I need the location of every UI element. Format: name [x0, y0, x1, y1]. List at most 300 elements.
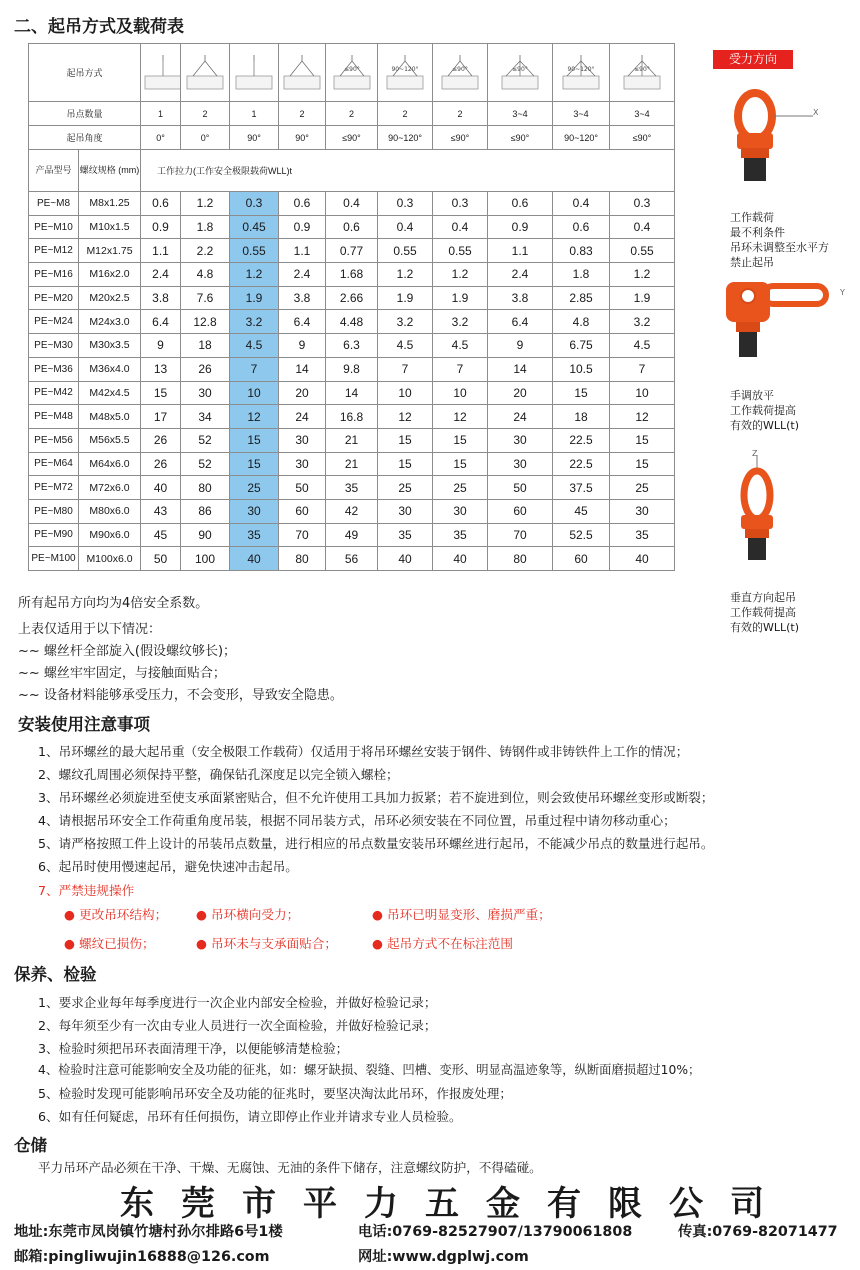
wll-cell: 0.9	[488, 215, 553, 239]
wll-cell: 3.8	[279, 286, 326, 310]
spec-cell: M56x5.5	[79, 428, 141, 452]
applies-item: ~~ 设备材料能够承受压力，不会变形，导致安全隐患。	[18, 688, 343, 703]
model-cell: PE~M100	[29, 547, 79, 571]
table-row	[29, 476, 675, 500]
wll-cell: 14	[279, 357, 326, 381]
wll-cell: 35	[230, 523, 279, 547]
diagram-angle-mark: 90~120°	[567, 65, 595, 73]
wll-cell: 1.9	[378, 286, 433, 310]
wll-cell: 15	[141, 381, 181, 405]
wll-cell: 30	[488, 428, 553, 452]
points-value: 2	[378, 102, 433, 126]
table-row	[29, 310, 675, 334]
angle-value: 90~120°	[378, 126, 433, 150]
address: 地址:东莞市凤岗镇竹塘村孙尔排路6号1楼	[14, 1224, 283, 1240]
wll-cell: 70	[279, 523, 326, 547]
model-cell: PE~M24	[29, 310, 79, 334]
spec-cell: M48x5.0	[79, 405, 141, 429]
wll-cell: 52.5	[553, 523, 610, 547]
wll-cell: 3.2	[610, 310, 675, 334]
wll-cell: 9	[488, 334, 553, 358]
wll-cell: 0.45	[230, 215, 279, 239]
points-value: 3~4	[610, 102, 675, 126]
points-value: 1	[141, 102, 181, 126]
prohibited-item: ● 螺纹已损伤；	[64, 936, 155, 951]
wll-cell: 7	[230, 357, 279, 381]
wll-cell: 30	[488, 452, 553, 476]
wll-cell: 25	[610, 476, 675, 500]
wll-cell: 2.66	[326, 286, 378, 310]
wll-cell: 15	[433, 428, 488, 452]
wll-cell: 30	[230, 499, 279, 523]
points-value: 3~4	[488, 102, 553, 126]
install-title: 安装使用注意事项	[18, 715, 150, 734]
wll-cell: 25	[433, 476, 488, 500]
angle-value: ≤90°	[488, 126, 553, 150]
wll-cell: 3.8	[141, 286, 181, 310]
wll-cell: 6.4	[279, 310, 326, 334]
spec-cell: M90x6.0	[79, 523, 141, 547]
wll-cell: 30	[433, 499, 488, 523]
wll-cell: 15	[378, 428, 433, 452]
spec-cell: M72x6.0	[79, 476, 141, 500]
wll-cell: 60	[488, 499, 553, 523]
fax: 传真:0769-82071477	[678, 1224, 838, 1240]
wll-cell: 0.3	[433, 192, 488, 216]
lift-diagram	[181, 44, 230, 102]
wll-cell: 26	[141, 452, 181, 476]
wll-cell: 15	[610, 452, 675, 476]
prohibited-item: ● 起吊方式不在标注范围	[372, 936, 513, 951]
section-title: 二、起吊方式及载荷表	[14, 17, 184, 37]
wll-cell: 2.4	[279, 263, 326, 287]
spec-cell: M80x6.0	[79, 499, 141, 523]
wll-cell: 0.77	[326, 239, 378, 263]
model-cell: PE~M48	[29, 405, 79, 429]
wll-cell: 12	[610, 405, 675, 429]
points-value: 2	[279, 102, 326, 126]
wll-cell: 0.3	[378, 192, 433, 216]
wll-cell: 2.4	[488, 263, 553, 287]
model-cell: PE~M12	[29, 239, 79, 263]
wll-cell: 24	[279, 405, 326, 429]
wll-cell: 25	[378, 476, 433, 500]
table-row	[29, 239, 675, 263]
wll-cell: 21	[326, 452, 378, 476]
angle-value: ≤90°	[433, 126, 488, 150]
swivel-ring-y-icon	[720, 278, 840, 370]
force-direction-badge: 受力方向	[713, 50, 793, 69]
lift-diagram-icon	[383, 52, 427, 94]
lift-diagram-icon	[330, 52, 374, 94]
wll-cell: 60	[553, 547, 610, 571]
wll-cell: 50	[488, 476, 553, 500]
wll-cell: 0.6	[326, 215, 378, 239]
wll-cell: 1.2	[181, 192, 230, 216]
prohibited-title: 7、严禁违规操作	[38, 883, 135, 898]
diagram-angle-mark: ≤90°	[512, 65, 528, 73]
wll-cell: 0.55	[230, 239, 279, 263]
angle-value: 0°	[141, 126, 181, 150]
wll-cell: 10	[230, 381, 279, 405]
wll-cell: 0.6	[553, 215, 610, 239]
wll-cell: 14	[488, 357, 553, 381]
wll-cell: 7	[433, 357, 488, 381]
wll-cell: 9	[141, 334, 181, 358]
wll-cell: 22.5	[553, 452, 610, 476]
wll-cell: 12	[230, 405, 279, 429]
wll-cell: 2.4	[141, 263, 181, 287]
wll-cell: 1.2	[610, 263, 675, 287]
table-row	[29, 381, 675, 405]
swivel-ring-z-icon	[727, 455, 787, 565]
wll-cell: 12	[378, 405, 433, 429]
points-value: 2	[433, 102, 488, 126]
wll-cell: 20	[279, 381, 326, 405]
wll-cell: 6.4	[141, 310, 181, 334]
wll-cell: 0.55	[378, 239, 433, 263]
wll-cell: 40	[378, 547, 433, 571]
spec-cell: M64x6.0	[79, 452, 141, 476]
spec-cell: M24x3.0	[79, 310, 141, 334]
spec-cell: M36x4.0	[79, 357, 141, 381]
table-row	[29, 499, 675, 523]
spec-cell: M42x4.5	[79, 381, 141, 405]
wll-cell: 7	[610, 357, 675, 381]
applies-item: ~~ 螺丝牢牢固定，与接触面贴合；	[18, 666, 226, 681]
wll-cell: 0.6	[488, 192, 553, 216]
angle-value: 90~120°	[553, 126, 610, 150]
spec-cell: M8x1.25	[79, 192, 141, 216]
wll-cell: 100	[181, 547, 230, 571]
load-table	[28, 43, 675, 571]
wll-cell: 50	[279, 476, 326, 500]
wll-cell: 35	[378, 523, 433, 547]
wll-cell: 1.9	[610, 286, 675, 310]
caption-1: 工作载荷 最不利条件 吊环未调整至水平方 禁止起吊	[730, 211, 829, 269]
table-row	[29, 547, 675, 571]
wll-cell: 60	[279, 499, 326, 523]
wll-cell: 70	[488, 523, 553, 547]
model-cell: PE~M16	[29, 263, 79, 287]
wll-cell: 7	[378, 357, 433, 381]
lift-diagram	[378, 44, 433, 102]
install-item: 2、螺纹孔周围必须保持平整，确保钻孔深度足以完全锁入螺栓；	[38, 767, 399, 782]
wll-cell: 0.4	[610, 215, 675, 239]
prohibited-item: ● 吊环已明显变形、磨损严重；	[372, 907, 551, 922]
wll-cell: 15	[378, 452, 433, 476]
wll-cell: 1.1	[488, 239, 553, 263]
maintenance-item: 6、如有任何疑虑，吊环有任何损伤，请立即停止作业并请求专业人员检验。	[38, 1109, 462, 1124]
wll-cell: 0.6	[279, 192, 326, 216]
wll-cell: 9.8	[326, 357, 378, 381]
diagram-angle-mark: ≤90°	[452, 65, 468, 73]
angle-label: 起吊角度	[29, 126, 141, 150]
maintenance-item: 5、检验时发现可能影响吊环安全及功能的征兆时，要坚决淘汰此吊环，作报废处理；	[38, 1086, 512, 1101]
lift-diagram-icon	[438, 52, 482, 94]
table-row	[29, 428, 675, 452]
wll-cell: 1.68	[326, 263, 378, 287]
wll-cell: 42	[326, 499, 378, 523]
wll-cell: 49	[326, 523, 378, 547]
prohibited-item: ● 吊环横向受力；	[196, 907, 300, 922]
applies-intro: 上表仅适用于以下情况：	[18, 622, 162, 637]
wll-cell: 6.75	[553, 334, 610, 358]
applies-item: ~~ 螺丝杆全部旋入(假设螺纹够长)；	[18, 644, 237, 659]
table-row	[29, 286, 675, 310]
wll-cell: 10	[610, 381, 675, 405]
maintenance-title: 保养、检验	[14, 965, 97, 984]
lift-diagram	[488, 44, 553, 102]
wll-cell: 35	[433, 523, 488, 547]
wll-cell: 4.5	[433, 334, 488, 358]
maintenance-item: 1、要求企业每年每季度进行一次企业内部安全检验，并做好检验记录；	[38, 995, 437, 1010]
wll-cell: 4.5	[610, 334, 675, 358]
wll-header: 工作拉力(工作安全极限载荷WLL)t	[141, 150, 675, 192]
maintenance-item: 2、每年须至少有一次由专业人员进行一次全面检验，并做好检验记录；	[38, 1018, 437, 1033]
lift-diagram-icon	[141, 52, 181, 94]
wll-cell: 0.55	[433, 239, 488, 263]
wll-cell: 35	[610, 523, 675, 547]
wll-cell: 3.2	[378, 310, 433, 334]
wll-cell: 4.48	[326, 310, 378, 334]
wll-cell: 26	[181, 357, 230, 381]
wll-cell: 20	[488, 381, 553, 405]
wll-cell: 80	[488, 547, 553, 571]
wll-cell: 13	[141, 357, 181, 381]
wll-cell: 2.2	[181, 239, 230, 263]
wll-cell: 18	[181, 334, 230, 358]
points-value: 2	[326, 102, 378, 126]
wll-cell: 40	[433, 547, 488, 571]
wll-cell: 30	[181, 381, 230, 405]
wll-cell: 12.8	[181, 310, 230, 334]
storage-title: 仓储	[14, 1136, 47, 1155]
wll-cell: 0.4	[378, 215, 433, 239]
lift-diagram-icon	[620, 52, 664, 94]
table-row	[29, 215, 675, 239]
table-row	[29, 357, 675, 381]
model-header: 产品型号	[29, 150, 79, 192]
wll-cell: 15	[230, 428, 279, 452]
wll-cell: 35	[326, 476, 378, 500]
wll-cell: 4.8	[553, 310, 610, 334]
spec-cell: M100x6.0	[79, 547, 141, 571]
axis-x-label: X	[813, 108, 819, 117]
caption-3: 垂直方向起吊 工作载荷提高 有效的WLL(t)	[730, 591, 800, 634]
diagram-angle-mark: ≤90°	[343, 65, 360, 73]
wll-cell: 1.9	[230, 286, 279, 310]
wll-cell: 3.2	[230, 310, 279, 334]
wll-cell: 6.3	[326, 334, 378, 358]
wll-cell: 15	[230, 452, 279, 476]
spec-cell: M10x1.5	[79, 215, 141, 239]
wll-cell: 30	[279, 428, 326, 452]
table-row	[29, 452, 675, 476]
model-cell: PE~M20	[29, 286, 79, 310]
table-row	[29, 263, 675, 287]
angle-value: 0°	[181, 126, 230, 150]
wll-cell: 17	[141, 405, 181, 429]
lift-diagram-icon	[280, 52, 324, 94]
wll-cell: 10	[433, 381, 488, 405]
table-row	[29, 523, 675, 547]
phone: 电话:0769-82527907/13790061808	[358, 1224, 633, 1240]
wll-cell: 1.8	[181, 215, 230, 239]
wll-cell: 15	[553, 381, 610, 405]
wll-cell: 90	[181, 523, 230, 547]
wll-cell: 15	[610, 428, 675, 452]
wll-cell: 22.5	[553, 428, 610, 452]
lift-diagram	[610, 44, 675, 102]
install-item: 5、请严格按照工件上设计的吊装吊点数量，进行相应的吊点数量安装吊环螺丝进行起吊，不能减少吊点的数量进行起吊。	[38, 836, 714, 851]
points-value: 3~4	[553, 102, 610, 126]
wll-cell: 0.9	[141, 215, 181, 239]
wll-cell: 4.5	[230, 334, 279, 358]
points-value: 2	[181, 102, 230, 126]
email: 邮箱:pingliwujin16888@126.com	[14, 1249, 270, 1265]
company-name: 东莞市平力五金有限公司	[120, 1184, 791, 1224]
wll-cell: 26	[141, 428, 181, 452]
wll-cell: 1.1	[279, 239, 326, 263]
install-item: 4、请根据吊环安全工作荷重角度吊装，根据不同吊装方式，吊环必须安装在不同位置，吊重过程中请勿移动重心；	[38, 813, 676, 828]
model-cell: PE~M30	[29, 334, 79, 358]
axis-y-label: Y	[840, 288, 845, 297]
angle-value: 90°	[279, 126, 326, 150]
install-item: 1、吊环螺丝的最大起吊重（安全极限工作载荷）仅适用于将吊环螺丝安装于钢件、铸钢件或非铸铁件上工作的情况；	[38, 744, 689, 759]
wll-cell: 18	[553, 405, 610, 429]
table-row	[29, 192, 675, 216]
wll-cell: 0.9	[279, 215, 326, 239]
wll-cell: 0.83	[553, 239, 610, 263]
table-row	[29, 334, 675, 358]
table-row	[29, 405, 675, 429]
wll-cell: 9	[279, 334, 326, 358]
wll-cell: 16.8	[326, 405, 378, 429]
wll-cell: 4.8	[181, 263, 230, 287]
wll-cell: 1.8	[553, 263, 610, 287]
wll-cell: 1.9	[433, 286, 488, 310]
wll-cell: 15	[433, 452, 488, 476]
model-cell: PE~M42	[29, 381, 79, 405]
wll-cell: 0.4	[553, 192, 610, 216]
prohibited-item: ● 更改吊环结构；	[64, 907, 168, 922]
maintenance-item: 4、检验时注意可能影响安全及功能的征兆，如：螺牙缺损、裂缝、凹槽、变形、明显高温迹象等，纵断面磨损超过10%；	[38, 1063, 701, 1077]
safety-factor-note: 所有起吊方向均为4倍安全系数。	[18, 596, 209, 611]
wll-cell: 52	[181, 428, 230, 452]
prohibited-item: ● 吊环未与支承面贴合；	[196, 936, 337, 951]
angle-value: 90°	[230, 126, 279, 150]
wll-cell: 52	[181, 452, 230, 476]
wll-cell: 4.5	[378, 334, 433, 358]
wll-cell: 40	[141, 476, 181, 500]
wll-cell: 80	[279, 547, 326, 571]
lift-method-label: 起吊方式	[29, 44, 141, 102]
diagram-angle-mark: ≤90°	[634, 65, 650, 73]
wll-cell: 56	[326, 547, 378, 571]
points-label: 吊点数量	[29, 102, 141, 126]
diagram-angle-mark: 90~120°	[391, 65, 419, 73]
wll-cell: 80	[181, 476, 230, 500]
website: 网址:www.dgplwj.com	[358, 1249, 529, 1265]
wll-cell: 50	[141, 547, 181, 571]
wll-cell: 14	[326, 381, 378, 405]
lift-diagram	[141, 44, 181, 102]
wll-cell: 30	[610, 499, 675, 523]
swivel-ring-x-icon	[725, 88, 825, 188]
lift-diagram-icon	[232, 52, 276, 94]
wll-cell: 1.1	[141, 239, 181, 263]
wll-cell: 12	[433, 405, 488, 429]
maintenance-item: 3、检验时须把吊环表面清理干净，以便能够清楚检验；	[38, 1041, 349, 1056]
spec-cell: M12x1.75	[79, 239, 141, 263]
lift-diagram	[230, 44, 279, 102]
wll-cell: 37.5	[553, 476, 610, 500]
angle-value: ≤90°	[326, 126, 378, 150]
axis-z-label: Z	[752, 449, 758, 458]
lift-diagram	[433, 44, 488, 102]
model-cell: PE~M90	[29, 523, 79, 547]
lift-diagram-icon	[498, 52, 542, 94]
angle-value: ≤90°	[610, 126, 675, 150]
wll-cell: 30	[279, 452, 326, 476]
wll-cell: 34	[181, 405, 230, 429]
lift-diagram	[279, 44, 326, 102]
wll-cell: 1.2	[230, 263, 279, 287]
wll-cell: 40	[610, 547, 675, 571]
wll-cell: 6.4	[488, 310, 553, 334]
wll-cell: 0.55	[610, 239, 675, 263]
model-cell: PE~M8	[29, 192, 79, 216]
wll-cell: 86	[181, 499, 230, 523]
spec-header: 螺纹规格 (mm)	[79, 150, 141, 192]
model-cell: PE~M80	[29, 499, 79, 523]
wll-cell: 45	[553, 499, 610, 523]
wll-cell: 7.6	[181, 286, 230, 310]
lift-diagram-icon	[559, 52, 603, 94]
lift-diagram	[553, 44, 610, 102]
wll-cell: 30	[378, 499, 433, 523]
model-cell: PE~M36	[29, 357, 79, 381]
model-cell: PE~M64	[29, 452, 79, 476]
wll-cell: 24	[488, 405, 553, 429]
install-item: 6、起吊时使用慢速起吊，避免快速冲击起吊。	[38, 859, 298, 874]
wll-cell: 43	[141, 499, 181, 523]
wll-cell: 2.85	[553, 286, 610, 310]
points-value: 1	[230, 102, 279, 126]
wll-cell: 1.2	[378, 263, 433, 287]
wll-cell: 0.4	[433, 215, 488, 239]
spec-cell: M16x2.0	[79, 263, 141, 287]
wll-cell: 40	[230, 547, 279, 571]
caption-2: 手调放平 工作载荷提高 有效的WLL(t)	[730, 389, 800, 432]
wll-cell: 3.2	[433, 310, 488, 334]
wll-cell: 0.6	[141, 192, 181, 216]
install-item: 3、吊环螺丝必须旋进至使支承面紧密贴合，但不允许使用工具加力扳紧；若不旋进到位，则会致使吊环螺丝变形或断裂；	[38, 790, 714, 805]
wll-cell: 10	[378, 381, 433, 405]
wll-cell: 0.3	[230, 192, 279, 216]
lift-diagram	[326, 44, 378, 102]
wll-cell: 10.5	[553, 357, 610, 381]
wll-cell: 1.2	[433, 263, 488, 287]
storage-text: 平力吊环产品必须在干净、干燥、无腐蚀、无油的条件下储存，注意螺纹防护，不得磕碰。	[38, 1160, 542, 1175]
spec-cell: M20x2.5	[79, 286, 141, 310]
wll-cell: 21	[326, 428, 378, 452]
wll-cell: 0.3	[610, 192, 675, 216]
wll-cell: 0.4	[326, 192, 378, 216]
model-cell: PE~M56	[29, 428, 79, 452]
model-cell: PE~M72	[29, 476, 79, 500]
